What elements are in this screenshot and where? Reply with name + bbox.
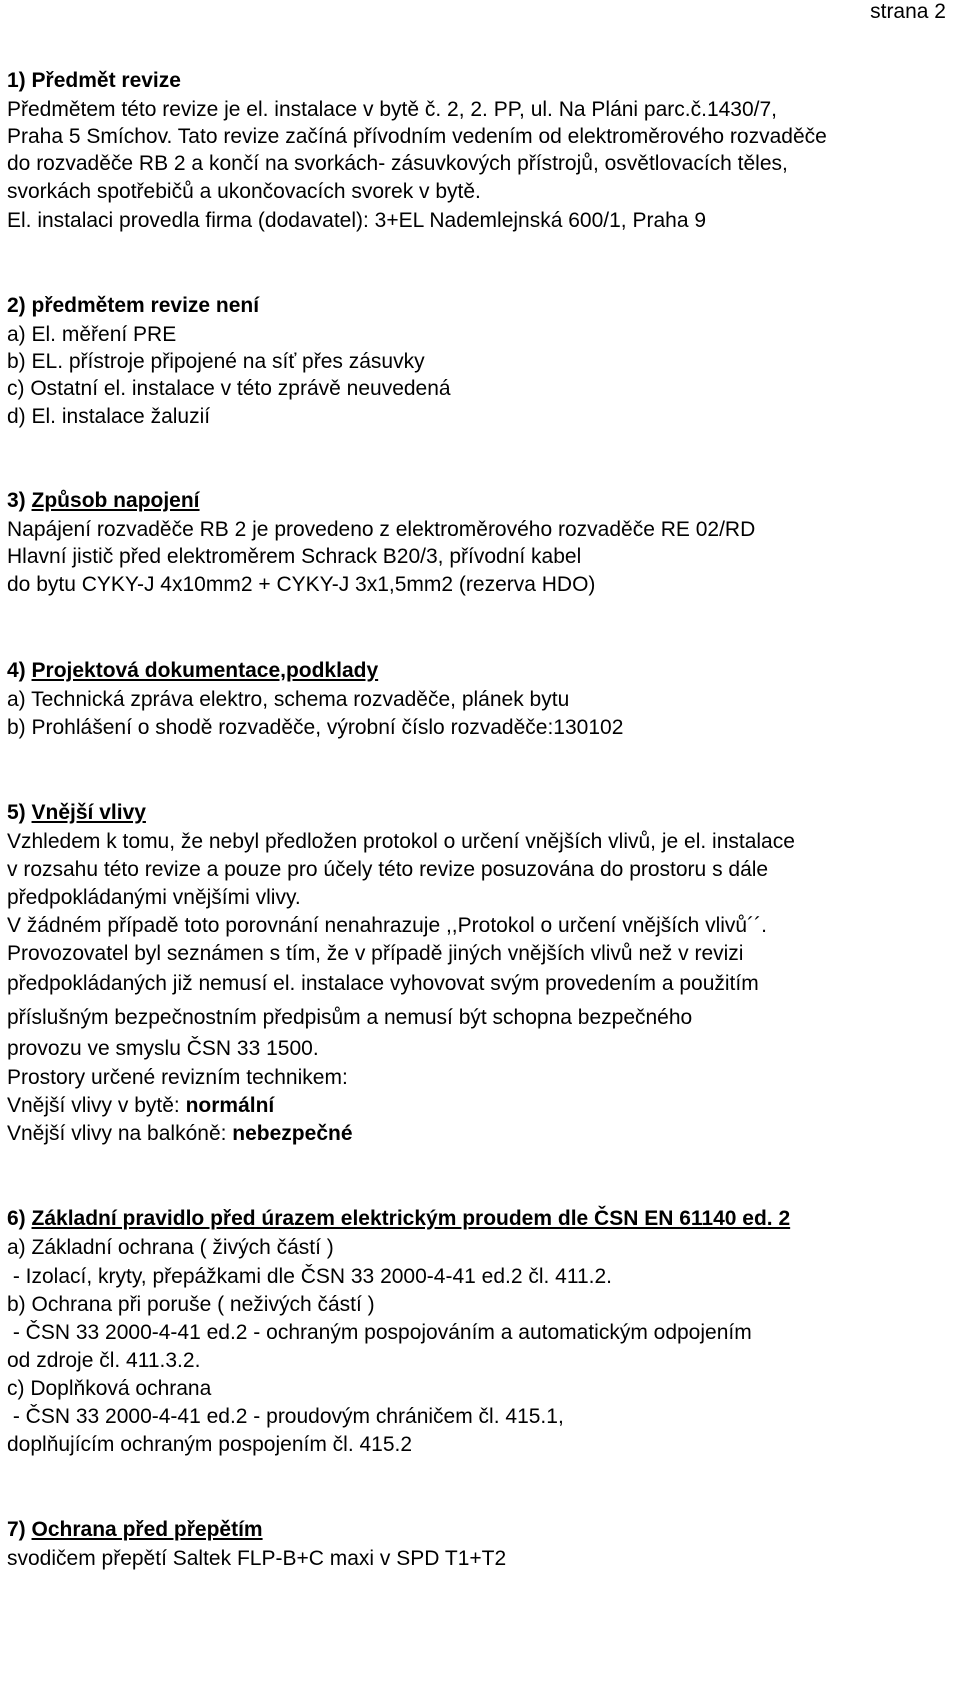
section-4-number: 4)	[7, 659, 26, 682]
section-4-line-2: b) Prohlášení o shodě rozvaděče, výrobní číslo rozvaděče:130102	[7, 716, 624, 739]
section-1-line-2: Praha 5 Smíchov. Tato revize začíná přívodním vedením od elektroměrového rozvaděče	[7, 125, 827, 148]
section-2-line-3: c) Ostatní el. instalace v této zprávě neuvedená	[7, 377, 451, 400]
balcony-influences-value: nebezpečné	[232, 1122, 353, 1145]
section-6-line-2: - Izolací, kryty, přepážkami dle ČSN 33 2000-4-41 ed.2 čl. 411.2.	[7, 1265, 613, 1288]
section-2-title: 2) předmětem revize není	[7, 294, 260, 317]
section-3-line-3: do bytu CYKY-J 4x10mm2 + CYKY-J 3x1,5mm2 (rezerva HDO)	[7, 573, 596, 596]
section-6-line-5: od zdroje čl. 411.3.2.	[7, 1349, 201, 1372]
section-6-line-6: c) Doplňková ochrana	[7, 1377, 212, 1400]
section-3-line-1: Napájení rozvaděče RB 2 je provedeno z elektroměrového rozvaděče RE 02/RD	[7, 518, 756, 541]
section-5-heading	[7, 801, 146, 825]
section-7-line-1: svodičem přepětí Saltek FLP-B+C maxi v SPD T1+T2	[7, 1547, 507, 1570]
section-4-line-1: a) Technická zpráva elektro, schema rozvaděče, plánek bytu	[7, 688, 570, 711]
section-6-line-4: - ČSN 33 2000-4-41 ed.2 - ochraným pospojováním a automatickým odpojením	[7, 1321, 752, 1344]
balcony-influences-line	[7, 1122, 353, 1146]
section-5-line-5: Provozovatel byl seznámen s tím, že v případě jiných vnějších vlivů než v revizi	[7, 942, 744, 965]
flat-influences-line	[7, 1094, 274, 1118]
section-1-line-4: svorkách spotřebičů a ukončovacích svorek v bytě.	[7, 180, 481, 203]
section-6-number: 6)	[7, 1207, 26, 1230]
section-4-heading	[7, 659, 378, 683]
section-2-line-1: a) El. měření PRE	[7, 323, 177, 346]
section-5-line-3: předpokládanými vnějšími vlivy.	[7, 886, 301, 909]
section-5-line-2: v rozsahu této revize a pouze pro účely této revize posuzována do prostoru s dále	[7, 858, 769, 881]
section-2-line-4: d) El. instalace žaluzií	[7, 405, 211, 428]
section-5-line-4: V žádném případě toto porovnání nenahrazuje ,,Protokol o určení vnějších vlivů´´.	[7, 914, 767, 937]
section-3-line-2: Hlavní jistič před elektroměrem Schrack B20/3, přívodní kabel	[7, 545, 582, 568]
section-7-heading	[7, 1518, 263, 1542]
section-5-line-6: předpokládaných již nemusí el. instalace vyhovovat svým provedením a použitím	[7, 972, 759, 995]
section-6-heading	[7, 1207, 790, 1231]
section-6-title: Základní pravidlo před úrazem elektrickým proudem dle ČSN EN 61140 ed. 2	[31, 1207, 791, 1230]
section-4-title: Projektová dokumentace,podklady	[31, 659, 379, 682]
section-3-number: 3)	[7, 489, 26, 512]
section-3-heading	[7, 489, 200, 513]
balcony-influences-label: Vnější vlivy na balkóně:	[7, 1122, 233, 1145]
section-5-title: Vnější vlivy	[31, 801, 146, 824]
section-1-line-5: El. instalaci provedla firma (dodavatel): 3+EL Nademlejnská 600/1, Praha 9	[7, 209, 707, 232]
section-5-number: 5)	[7, 801, 26, 824]
section-1-line-3: do rozvaděče RB 2 a končí na svorkách- zásuvkových přístrojů, osvětlovacích těles,	[7, 152, 788, 175]
section-6-line-8: doplňujícím ochraným pospojením čl. 415.2	[7, 1433, 413, 1456]
section-1-number: 1)	[7, 69, 26, 92]
section-6-line-1: a) Základní ochrana ( živých částí )	[7, 1236, 334, 1259]
section-3-title: Způsob napojení	[31, 489, 200, 512]
flat-influences-value: normální	[185, 1094, 275, 1117]
section-7-number: 7)	[7, 1518, 26, 1541]
section-5-line-1: Vzhledem k tomu, že nebyl předložen protokol o určení vnějších vlivů, je el. instalace	[7, 830, 795, 853]
section-1-line-1: Předmětem této revize je el. instalace v bytě č. 2, 2. PP, ul. Na Pláni parc.č.1430/7,	[7, 98, 778, 121]
flat-influences-label: Vnější vlivy v bytě:	[7, 1094, 186, 1117]
section-1-heading	[7, 69, 181, 93]
section-1-title: Předmět revize	[31, 69, 181, 92]
section-2-line-2: b) EL. přístroje připojené na síť přes zásuvky	[7, 350, 425, 373]
section-5-line-8: provozu ve smyslu ČSN 33 1500.	[7, 1037, 319, 1060]
page-number: strana 2	[870, 0, 946, 23]
section-6-line-3: b) Ochrana při poruše ( neživých částí )	[7, 1293, 375, 1316]
section-5-line-9: Prostory určené revizním technikem:	[7, 1066, 348, 1089]
section-6-line-7: - ČSN 33 2000-4-41 ed.2 - proudovým chráničem čl. 415.1,	[7, 1405, 564, 1428]
section-5-line-7: příslušným bezpečnostním předpisům a nemusí být schopna bezpečného	[7, 1006, 693, 1029]
section-7-title: Ochrana před přepětím	[31, 1518, 263, 1541]
